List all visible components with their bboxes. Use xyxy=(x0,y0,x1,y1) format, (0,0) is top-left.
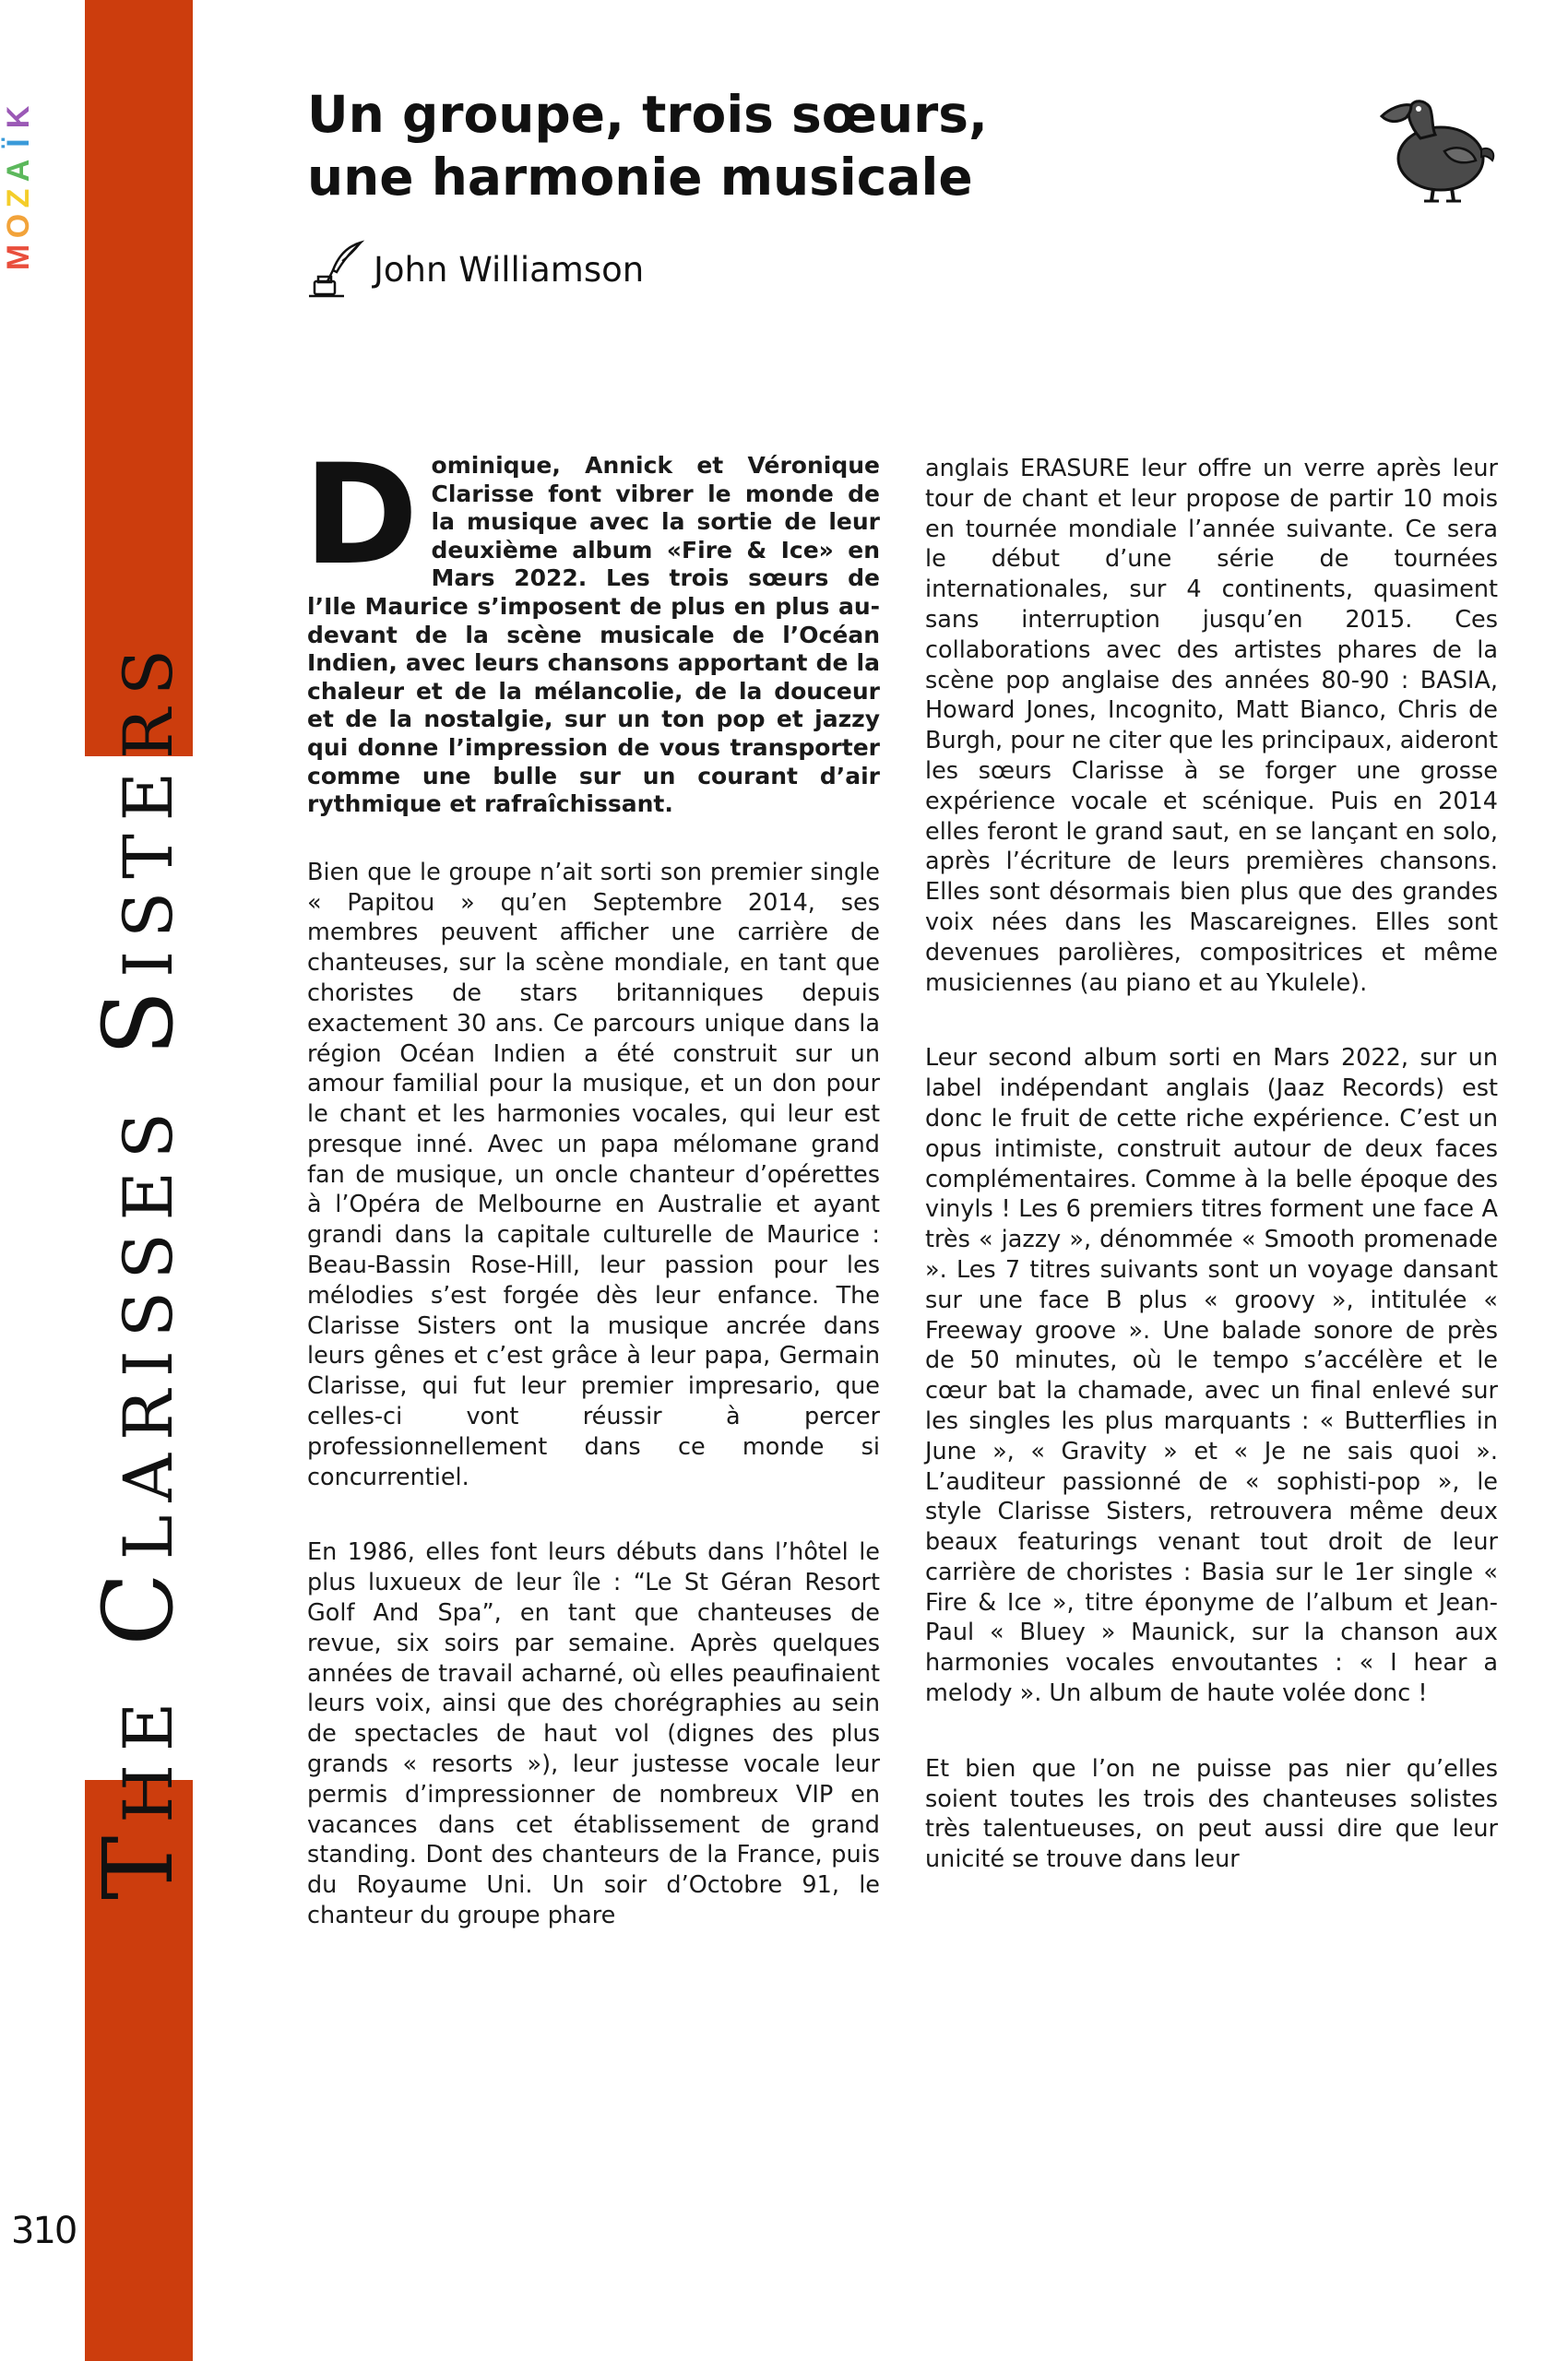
body-paragraph: En 1986, elles font leurs débuts dans l’hôtel le plus luxueux de leur île : “Le St Géran Resort Golf And Spa”, en tant que chanteuses de revue, six soirs par semaine. Après quelques années de travail acharné, où elles peaufinaient leurs voix, ainsi que des chorégraphies au sein de spectacles de haut vol (dignes des plus grands « resorts »), leur justesse vocale leur permis d’impressionner de nombreux VIP en vacances dans cet établissement de grand standing. Dont des chanteurs de la France, puis du Royaume Uni. Un soir d’Octobre 91, le chanteur du groupe phare xyxy=(307,1538,880,1930)
body-paragraph: Leur second album sorti en Mars 2022, sur un label indépendant anglais (Jaaz Records) est donc le fruit de cette riche expérience. C’est un opus intimiste, construit autour de deux faces complémentaires. Comme à la belle époque des vinyls ! Les 6 premiers titres forment une face A très « jazzy », dénommée « Smooth promenade ». Les 7 titres suivants sont un voyage dansant sur une face B plus « groovy », intitulée « Freeway groove ». Une balade sonore de près de 50 minutes, où le tempo s’accélère et le cœur bat la chamade, avec un final enlevé sur les singles les plus marquants : « Butterflies in June », « Gravity » et « Je ne sais quoi ». L’auditeur passionné de « sophisti-pop », le style Clarisse Sisters, retrouvera même deux beaux featurings venant tout droit de leur carrière de choristes : Basia sur le 1er single « Fire & Ice », titre éponyme de l’album et Jean-Paul « Bluey » Maunick, sur la chanson aux harmonies vocales envoutantes : « I hear a melody ». Un album de haute volée donc ! xyxy=(925,1044,1498,1708)
author-name: John Williamson xyxy=(374,249,645,290)
drop-cap: D xyxy=(303,435,419,596)
byline xyxy=(307,242,644,297)
logo-letter: M xyxy=(1,243,36,271)
body-paragraph: anglais ERASURE leur offre un verre après leur tour de chant et leur propose de partir 10 mois en tournée mondiale l’année suivante. Ce sera le début d’une série de tournées internationales, sur 4 continents, quasiment sans interruption jusqu’en 2015. Ces collaborations avec des artistes phares de la scène pop anglaise des années 80-90 : BASIA, Howard Jones, Incognito, Matt Bianco, Chris de Burgh, pour ne citer que les principaux, aideront les sœurs Clarisse à se forger une grosse expérience vocale et scénique. Puis en 2014 elles feront le grand saut, en se lançant en solo, après l’écriture de leurs premières chansons. Elles sont désormais bien plus que des grandes voix nées dans les Mascareignes. Elles sont devenues parolières, compositrices et même musiciennes (au piano et au Ykulele). xyxy=(925,455,1499,997)
page-number: 310 xyxy=(11,2210,77,2252)
body-paragraph: Et bien que l’on ne puisse pas nier qu’elles soient toutes les trois des chanteuses solistes très talentueuses, on peut aussi dire que leur unicité se trouve dans leur xyxy=(925,1754,1498,1874)
vertical-section-title: The Clarisses Sisters xyxy=(82,635,195,1901)
article-column-left xyxy=(303,435,880,1976)
logo-letter: Z xyxy=(1,188,36,208)
logo-letter: O xyxy=(1,213,36,239)
lead-text: ominique, Annick et Véronique Clarisse font vibrer le monde de la musique avec la sortie de leur deuxième album «Fire & Ice» en Mars 2022. Les trois sœurs de l’Ile Maurice s’imposent de plus en plus au-devant de la scène musicale de l’Océan Indien, avec leurs chansons apportant de la chaleur et de la mélancolie, de la douceur et de la nostalgie, sur un ton pop et jazzy qui donne l’impression de vous transporter comme une bulle sur un courant d’air rythmique et rafraîchissant. xyxy=(307,452,880,818)
title-line-2: une harmonie musicale xyxy=(307,148,973,207)
logo-letter: Ï xyxy=(1,138,36,148)
article-title xyxy=(307,83,1137,208)
article-column-right xyxy=(925,454,1498,1920)
body-paragraph: Bien que le groupe n’ait sorti son premier single « Papitou » qu’en Septembre 2014, ses membres peuvent afficher une carrière de chanteuses, sur la scène mondiale, en tant que choristes de stars britanniques depuis exactement 30 ans. Ce parcours unique dans la région Océan Indien a été construit sur un amour familial pour la musique, et un don pour le chant et les harmonies vocales, qui leur est presque inné. Avec un papa mélomane grand fan de musique, un oncle chanteur d’opérettes à l’Opéra de Melbourne en Australie et ayant grandi dans la capitale culturelle de Maurice : Beau-Bassin Rose-Hill, leur passion pour les mélodies s’est forgée dès leur enfance. The Clarisse Sisters ont la musique ancrée dans leurs gênes et c’est grâce à leur papa, Germain Clarisse, qui fut leur premier impresario, que celles-ci vont réussir à percer professionnellement dans ce monde si concurrentiel. xyxy=(307,858,880,1491)
lead-paragraph xyxy=(303,435,880,819)
mozaik-logo xyxy=(0,101,37,271)
logo-letter: K xyxy=(1,105,36,129)
logo-letter: A xyxy=(1,159,36,183)
dodo-icon xyxy=(1356,85,1503,205)
title-line-1: Un groupe, trois sœurs, xyxy=(307,85,988,144)
quill-inkwell-icon xyxy=(307,239,368,300)
